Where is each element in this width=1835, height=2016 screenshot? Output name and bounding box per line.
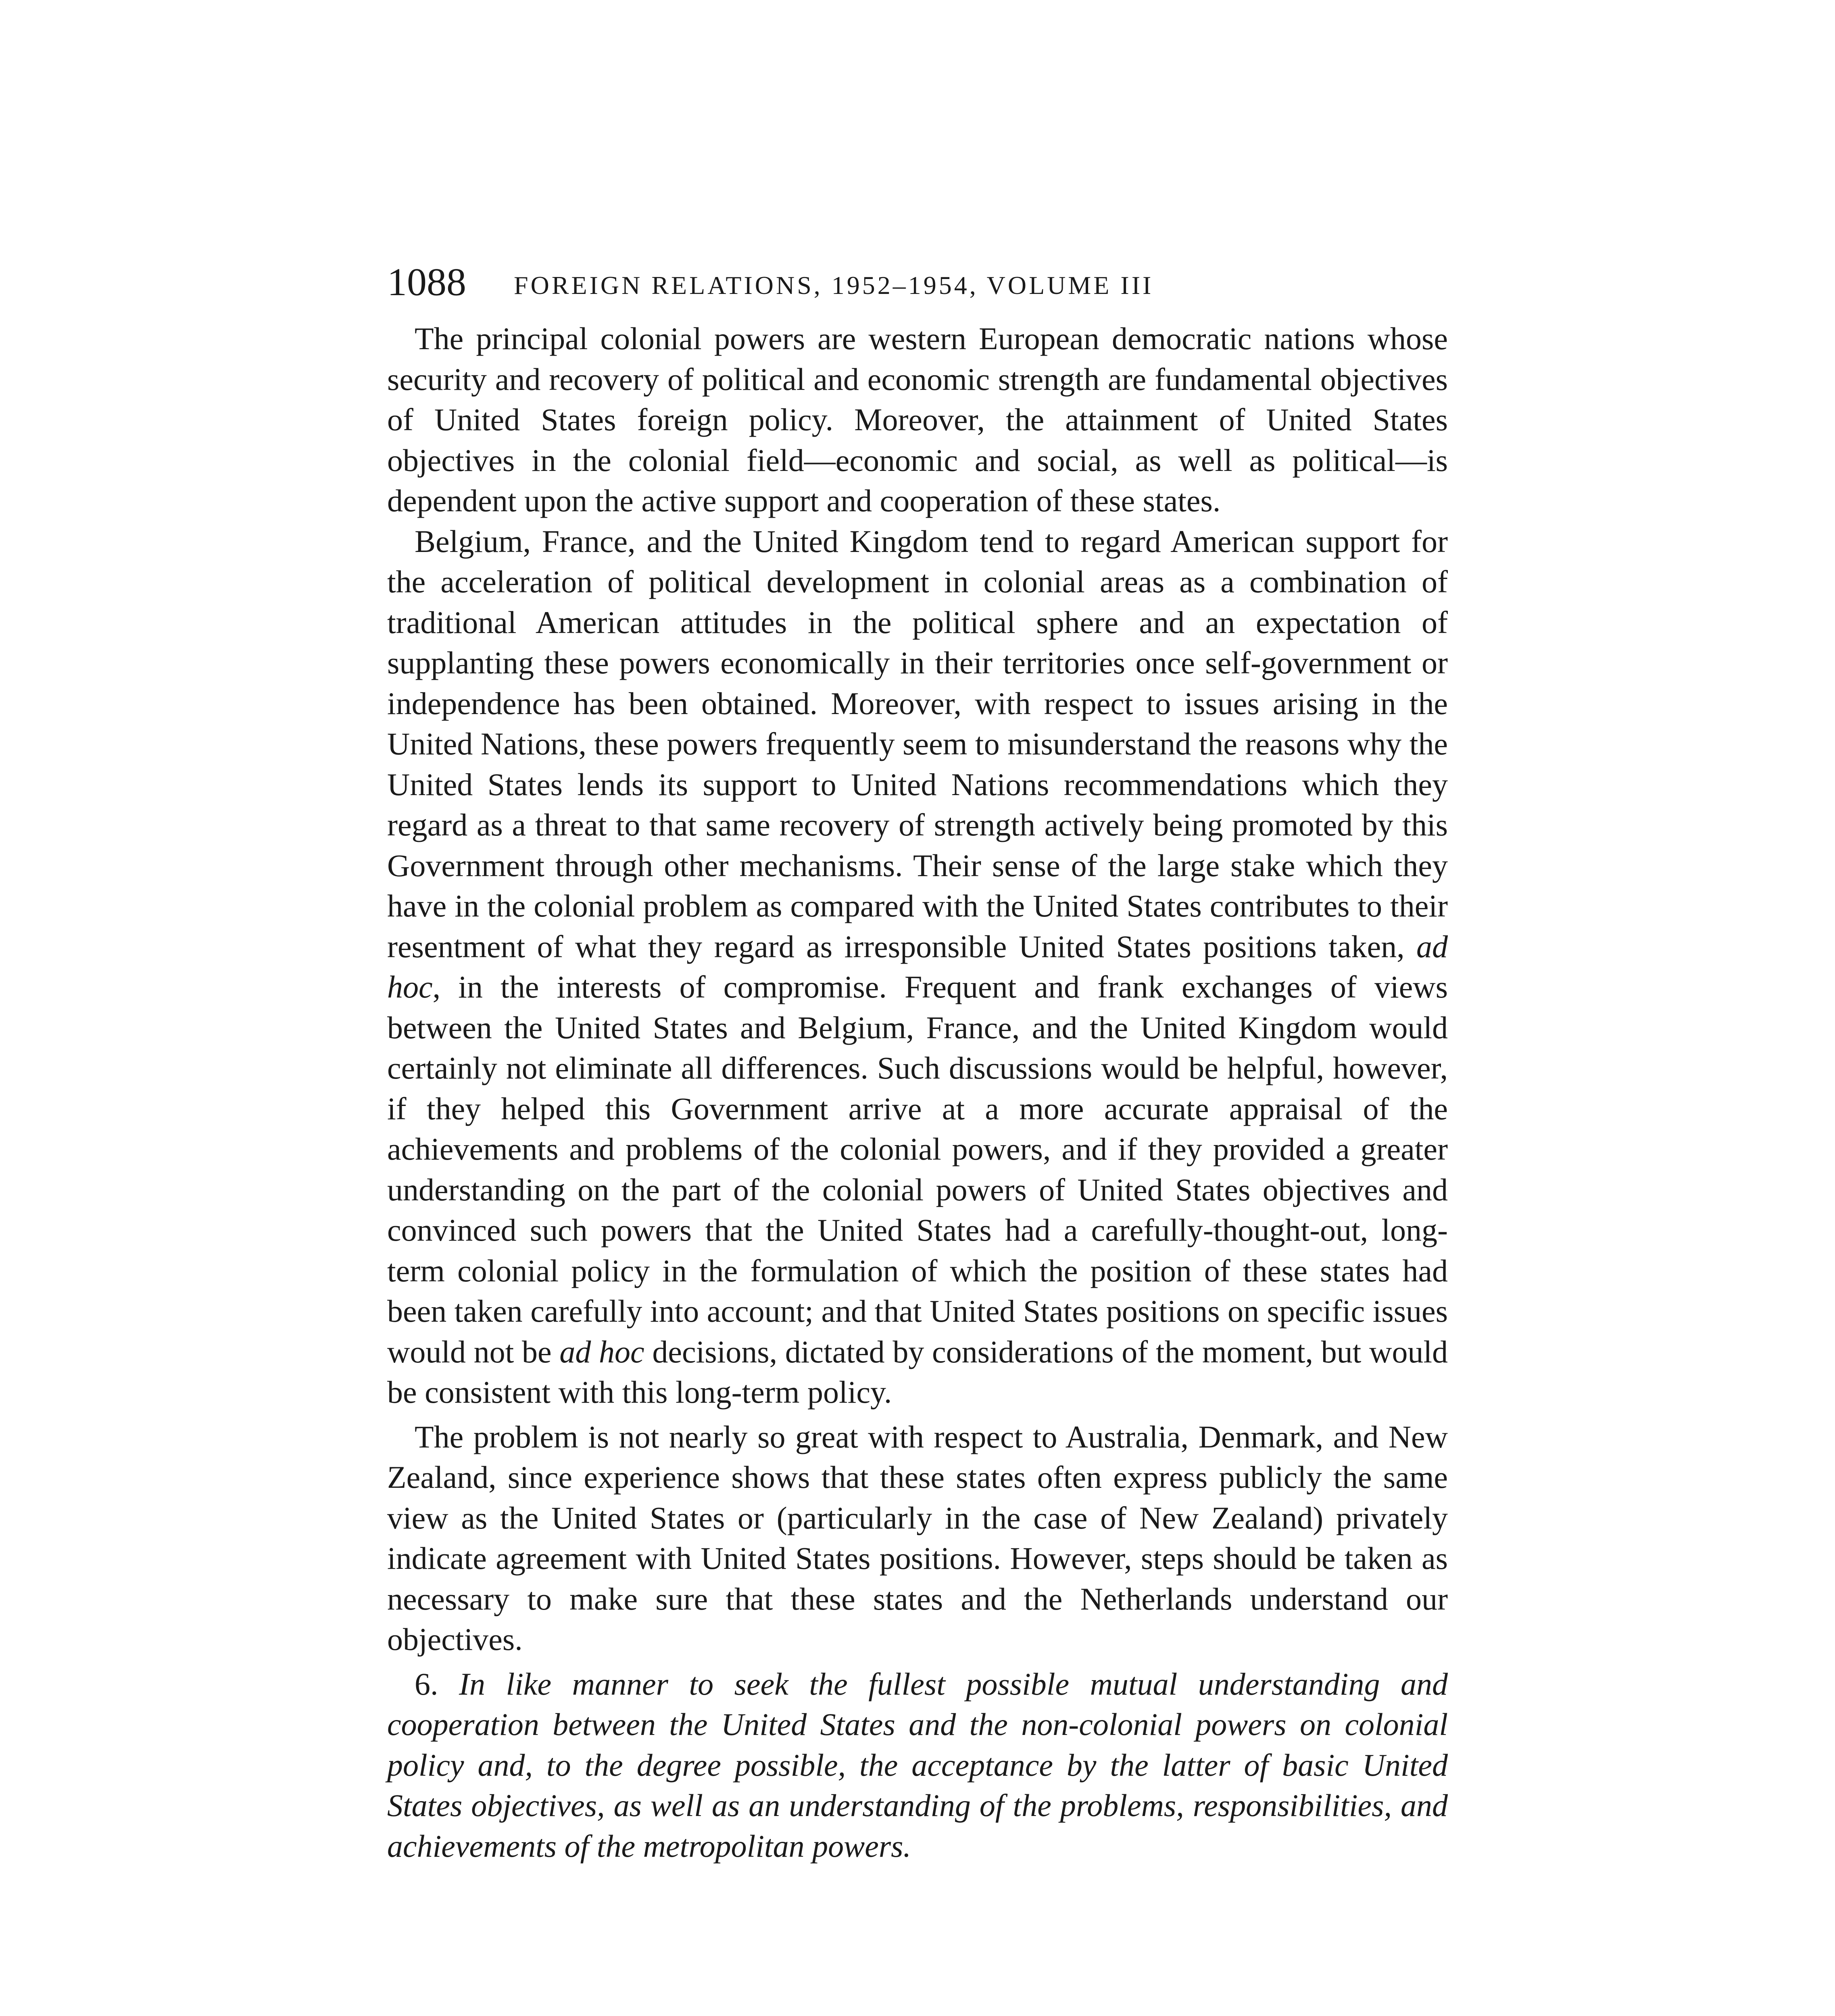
running-title: FOREIGN RELATIONS, 1952–1954, VOLUME III bbox=[514, 271, 1154, 300]
running-head bbox=[387, 258, 1448, 319]
paragraph-australia-denmark-nz: The problem is not nearly so great with respect to Australia, Denmark, and New Zealand, since experience shows that these states often express publicly the same view as the United States or (particularly in the case of New Zealand) privately indicate agreement with United States positions. However, steps should be taken as necessary to make sure that these states and the Netherlands understand our objectives. bbox=[387, 1419, 1448, 1657]
italic-latin-phrase: ad hoc bbox=[387, 929, 1448, 1004]
paragraph-belgium-france-uk bbox=[387, 521, 1448, 1413]
objective-text: In like manner to seek the fullest possible mutual understanding and cooperation between the United States and the non-colonial powers on colonial policy and, to the degree possible, the acceptance by the latter of basic United States objectives, as well as an understanding of the problems, responsibilities, and achievements of the metropolitan powers. bbox=[387, 1666, 1448, 1864]
italic-latin-phrase: ad hoc bbox=[559, 1334, 644, 1369]
objective-number: 6. bbox=[415, 1666, 438, 1702]
body-text bbox=[387, 319, 1448, 1866]
paragraph-colonial-powers: The principal colonial powers are western European democratic nations whose security and recovery of political and economic strength are fundamental objectives of United States foreign policy. Moreover, the attainment of United States objectives in the colonial field—economic and social, as well as political—is dependent upon the active support and cooperation of these states. bbox=[387, 321, 1448, 518]
paragraph-text: decisions, dictated by considerations of the moment, but would be consistent with this long-term policy. bbox=[387, 1334, 1448, 1410]
page-number: 1088 bbox=[387, 260, 466, 304]
paragraph-text: , in the interests of compromise. Frequent and frank exchanges of views between the United States and Belgium, France, and the United Kingdom would certainly not eliminate all differences. Such discussions would be helpful, however, if they helped this Government arrive at a more accurate appraisal of the achievements and problems of the colonial powers, and if they provided a greater understanding on the part of the colonial powers of United States objectives and convinced such powers that the United States had a carefully-thought-out, long-term colonial policy in the formulation of which the position of these states had been taken carefully into account; and that United States positions on specific issues would not be bbox=[387, 969, 1448, 1369]
document-page bbox=[387, 258, 1448, 1866]
paragraph-text: Belgium, France, and the United Kingdom tend to regard American support for the acceleration of political development in colonial areas as a combination of traditional American attitudes in the political sphere and an expectation of supplanting these powers economically in their territories once self-government or independence has been obtained. Moreover, with respect to issues arising in the United Nations, these powers frequently seem to misunderstand the reasons why the United States lends its support to United Nations recommendations which they regard as a threat to that same recovery of strength actively being promoted by this Government through other mechanisms. Their sense of the large stake which they have in the colonial problem as compared with the United States contributes to their resentment of what they regard as irresponsible United States positions taken, bbox=[387, 523, 1448, 964]
objective-6 bbox=[387, 1664, 1448, 1867]
